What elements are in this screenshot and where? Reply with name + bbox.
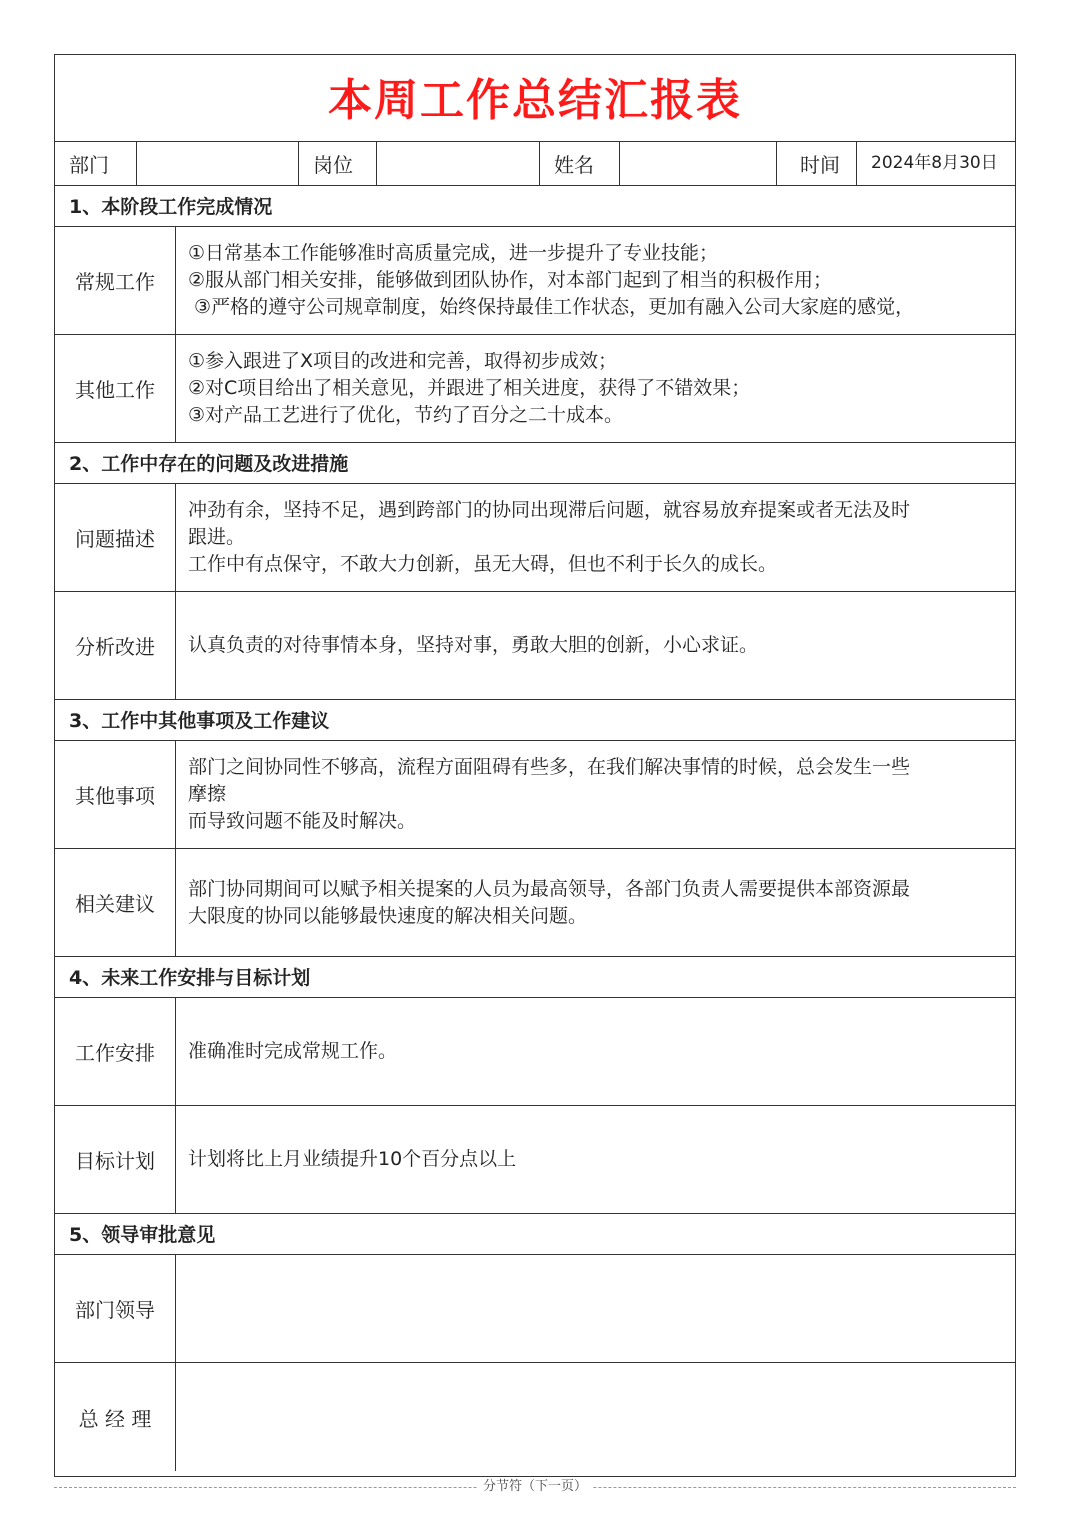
content-line: 摩擦 <box>188 783 227 805</box>
table-row <box>55 484 1015 592</box>
report-sections <box>55 186 1015 1471</box>
content-line: 而导致问题不能及时解决。 <box>188 810 417 832</box>
table-row <box>55 741 1015 849</box>
row-label: 常规工作 <box>55 227 176 334</box>
content-line: 冲劲有余，坚持不足，遇到跨部门的协同出现滞后问题，就容易放弃提案或者无法及时 <box>188 499 911 521</box>
row-content[interactable] <box>176 849 1015 956</box>
table-row <box>55 998 1015 1106</box>
table-row <box>55 1106 1015 1214</box>
row-content[interactable] <box>176 998 1015 1105</box>
dept-field[interactable] <box>137 142 299 185</box>
content-line: ③严格的遵守公司规章制度，始终保持最佳工作状态，更加有融入公司大家庭的感觉， <box>188 296 915 318</box>
content-line: 工作中有点保守，不敢大力创新，虽无大碍，但也不利于长久的成长。 <box>188 553 778 575</box>
content-line: 准确准时完成常规工作。 <box>188 1040 398 1062</box>
content-line: ②服从部门相关安排，能够做到团队协作，对本部门起到了相当的积极作用； <box>188 269 833 291</box>
content-line: ①参入跟进了X项目的改进和完善，取得初步成效； <box>188 350 618 372</box>
row-label: 目标计划 <box>55 1106 176 1213</box>
time-field[interactable]: 2024年8月30日 <box>871 153 998 173</box>
content-line: ①日常基本工作能够准时高质量完成，进一步提升了专业技能； <box>188 242 719 264</box>
dept-label: 部门 <box>55 142 137 185</box>
position-field[interactable] <box>377 142 540 185</box>
section-heading-other-matters: 3、工作中其他事项及工作建议 <box>55 700 1015 741</box>
section-break <box>54 1479 1016 1494</box>
content-line: 部门之间协同性不够高，流程方面阻碍有些多，在我们解决事情的时候，总会发生一些 <box>188 756 911 778</box>
position-label: 岗位 <box>299 142 377 185</box>
content-line: 认真负责的对待事情本身，坚持对事，勇敢大胆的创新，小心求证。 <box>188 634 759 656</box>
row-label: 其他事项 <box>55 741 176 848</box>
content-line: 跟进。 <box>188 526 246 548</box>
name-field[interactable] <box>620 142 777 185</box>
content-line: ②对C项目给出了相关意见，并跟进了相关进度，获得了不错效果； <box>188 377 751 399</box>
section-heading-work-completion: 1、本阶段工作完成情况 <box>55 186 1015 227</box>
row-content[interactable] <box>176 741 1015 848</box>
row-content[interactable] <box>176 1255 1015 1362</box>
row-content[interactable] <box>176 227 1015 334</box>
name-label: 姓名 <box>540 142 620 185</box>
row-label: 总 经 理 <box>55 1363 176 1471</box>
table-row <box>55 1255 1015 1363</box>
row-label: 工作安排 <box>55 998 176 1105</box>
row-label: 部门领导 <box>55 1255 176 1362</box>
section-heading-future-plan: 4、未来工作安排与目标计划 <box>55 957 1015 998</box>
row-content[interactable] <box>176 1106 1015 1213</box>
content-line: 部门协同期间可以赋予相关提案的人员为最高领导，各部门负责人需要提供本部资源最 <box>188 877 911 900</box>
table-row <box>55 592 1015 700</box>
row-content[interactable] <box>176 592 1015 699</box>
time-label: 时间 <box>777 142 857 185</box>
report-sheet <box>54 54 1016 1477</box>
row-label: 其他工作 <box>55 335 176 442</box>
row-label: 相关建议 <box>55 849 176 956</box>
table-row <box>55 335 1015 443</box>
row-content[interactable] <box>176 1363 1015 1471</box>
row-content[interactable] <box>176 484 1015 591</box>
table-row <box>55 1363 1015 1471</box>
section-heading-leader-approval: 5、领导审批意见 <box>55 1214 1015 1255</box>
header-row <box>55 142 1015 186</box>
section-heading-problems-improvements: 2、工作中存在的问题及改进措施 <box>55 443 1015 484</box>
content-line: ③对产品工艺进行了优化，节约了百分之二十成本。 <box>188 404 624 426</box>
content-line: 计划将比上月业绩提升10个百分点以上 <box>188 1148 517 1170</box>
content-line: 大限度的协同以能够最快速度的解决相关问题。 <box>188 904 588 927</box>
page-title: 本周工作总结汇报表 <box>55 55 1015 142</box>
table-row <box>55 849 1015 957</box>
row-content[interactable] <box>176 335 1015 442</box>
row-label: 分析改进 <box>55 592 176 699</box>
section-break-label: 分节符（下一页） <box>477 1477 593 1497</box>
table-row <box>55 227 1015 335</box>
row-label: 问题描述 <box>55 484 176 591</box>
